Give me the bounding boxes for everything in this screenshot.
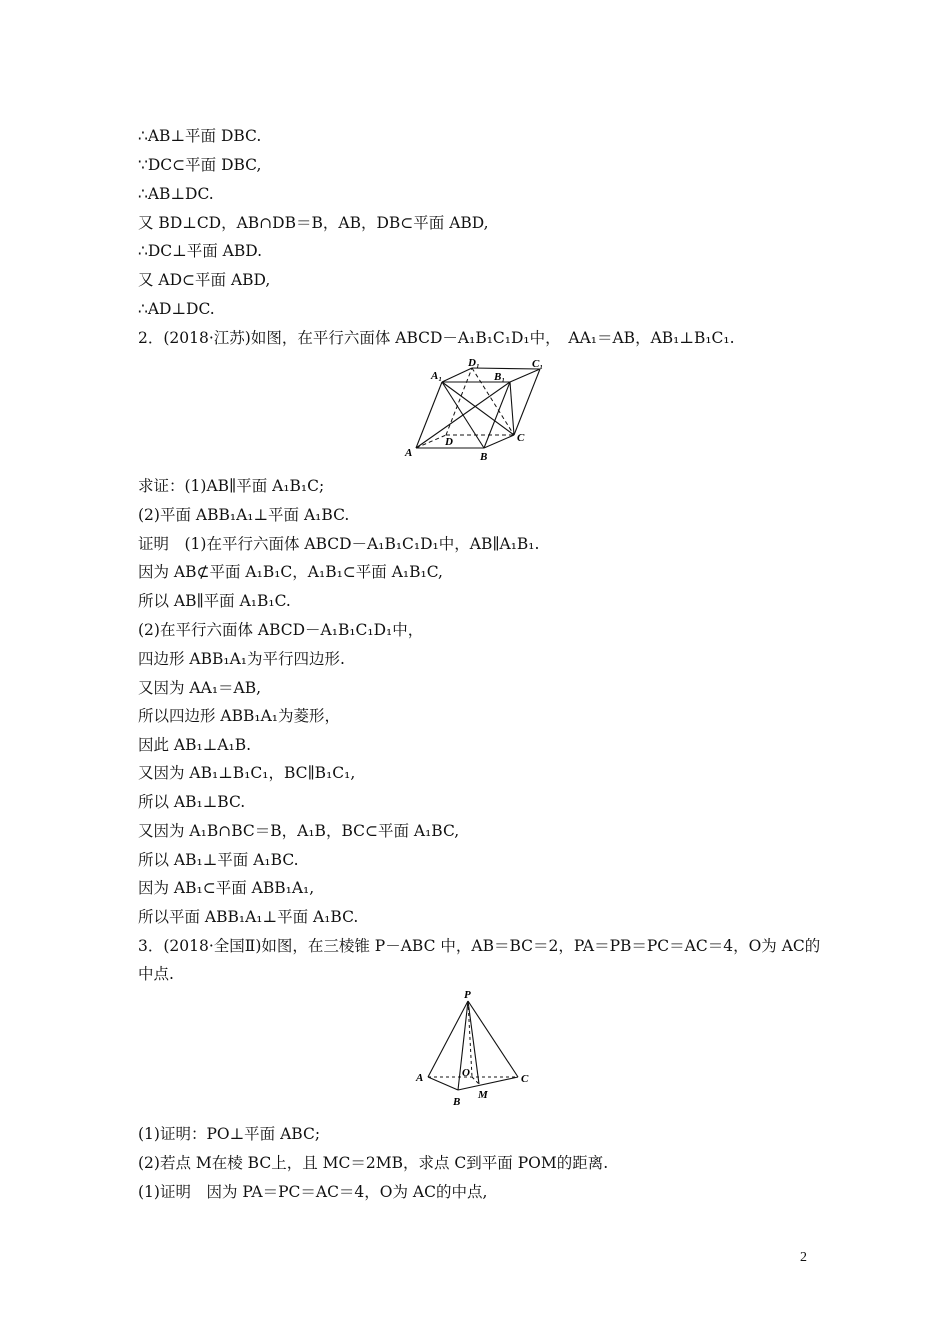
text-line: 又因为 AB₁⊥B₁C₁，BC∥B₁C₁, bbox=[138, 764, 356, 782]
text-line: ∴AB⊥DC. bbox=[138, 185, 214, 203]
text-line: 证明 (1)在平行六面体 ABCD－A₁B₁C₁D₁中，AB∥A₁B₁. bbox=[138, 535, 540, 553]
label-p: P bbox=[464, 989, 471, 1001]
label-a: A bbox=[405, 447, 413, 459]
pyramid-figure bbox=[410, 988, 540, 1110]
text-line: 所以 AB₁⊥BC. bbox=[138, 793, 246, 811]
text-line: ∴AB⊥平面 DBC. bbox=[138, 127, 262, 145]
label-b1: B₁ bbox=[494, 371, 506, 383]
text-line: ∴AD⊥DC. bbox=[138, 300, 215, 318]
text-line: (2)在平行六面体 ABCD－A₁B₁C₁D₁中， bbox=[138, 621, 424, 639]
text-line: (2)若点 M在棱 BC上，且 MC＝2MB，求点 C到平面 POM的距离. bbox=[138, 1154, 609, 1172]
problem-2-statement: 2．(2018·江苏)如图，在平行六面体 ABCD－A₁B₁C₁D₁中， AA₁＝AB，AB₁⊥B₁C₁. bbox=[138, 329, 735, 347]
page-number: 2 bbox=[800, 1250, 807, 1265]
label-d1: D₁ bbox=[468, 357, 480, 369]
label-d: D bbox=[445, 436, 453, 448]
text-line: 所以四边形 ABB₁A₁为菱形， bbox=[138, 707, 341, 725]
edge-d1c1 bbox=[472, 368, 540, 369]
label-c1: C₁ bbox=[532, 358, 544, 370]
text-line: (1)证明：PO⊥平面 ABC; bbox=[138, 1125, 321, 1143]
text-line: 所以 AB₁⊥平面 A₁BC. bbox=[138, 851, 299, 869]
label-o: O bbox=[462, 1067, 470, 1079]
edge-pc bbox=[468, 1001, 518, 1077]
text-line: 因为 AB₁⊂平面 ABB₁A₁, bbox=[138, 879, 315, 897]
pyramid-diagram bbox=[410, 988, 540, 1110]
diagonal-a1c bbox=[442, 382, 514, 435]
text-line: 四边形 ABB₁A₁为平行四边形. bbox=[138, 650, 345, 668]
label-c: C bbox=[517, 432, 525, 444]
text-line: ∵DC⊂平面 DBC, bbox=[138, 156, 262, 174]
text-line: 求证：(1)AB∥平面 A₁B₁C; bbox=[138, 477, 325, 495]
text-line: 又因为 A₁B∩BC＝B，A₁B，BC⊂平面 A₁BC, bbox=[138, 822, 460, 840]
label-b: B bbox=[480, 451, 488, 463]
label-b: B bbox=[453, 1096, 461, 1108]
problem-3-statement: 3．(2018·全国Ⅱ)如图，在三棱锥 P－ABC 中，AB＝BC＝2，PA＝PB＝PC＝AC＝4，O为 AC的 bbox=[138, 937, 821, 955]
label-m: M bbox=[478, 1089, 488, 1101]
text-line: 所以 AB∥平面 A₁B₁C. bbox=[138, 592, 291, 610]
diagonal-b1c bbox=[510, 382, 514, 435]
edge-ab bbox=[428, 1077, 458, 1090]
text-line: (1)证明 因为 PA＝PC＝AC＝4，O为 AC的中点, bbox=[138, 1183, 488, 1201]
parallelepiped-figure bbox=[400, 355, 550, 465]
text-line: 中点. bbox=[138, 965, 174, 983]
text-line: 又 BD⊥CD，AB∩DB＝B，AB，DB⊂平面 ABD, bbox=[138, 214, 489, 232]
parallelepiped-diagram bbox=[400, 355, 550, 465]
label-c: C bbox=[521, 1073, 529, 1085]
edge-pa bbox=[428, 1001, 468, 1077]
text-line: 所以平面 ABB₁A₁⊥平面 A₁BC. bbox=[138, 908, 359, 926]
text-line: 又因为 AA₁＝AB, bbox=[138, 679, 262, 697]
label-a1: A₁ bbox=[431, 370, 443, 382]
text-line: 因此 AB₁⊥A₁B. bbox=[138, 736, 252, 754]
text-line: 又 AD⊂平面 ABD, bbox=[138, 271, 271, 289]
text-line: ∴DC⊥平面 ABD. bbox=[138, 242, 263, 260]
text-line: 因为 AB⊄平面 A₁B₁C，A₁B₁⊂平面 A₁B₁C, bbox=[138, 563, 443, 581]
label-a: A bbox=[416, 1072, 424, 1084]
text-line: (2)平面 ABB₁A₁⊥平面 A₁BC. bbox=[138, 506, 350, 524]
